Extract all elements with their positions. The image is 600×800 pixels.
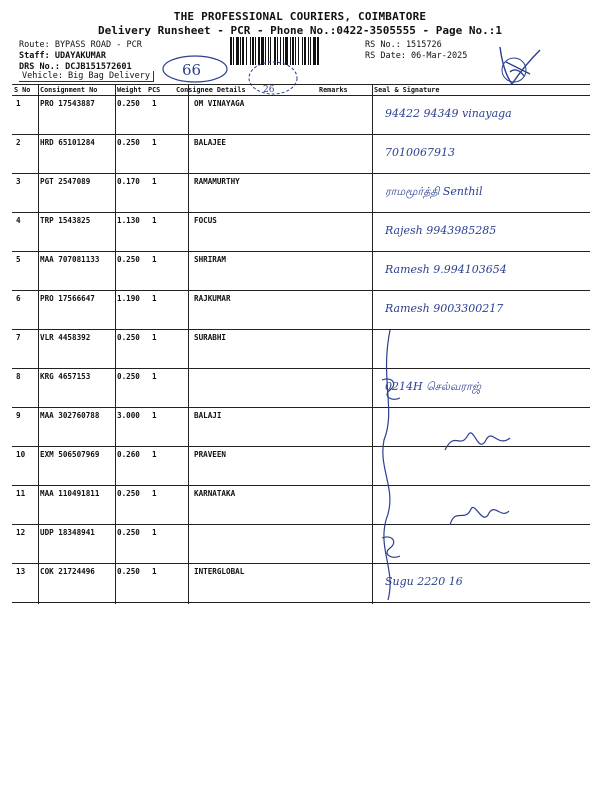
row-pcs: 1 — [152, 216, 157, 225]
row-consignment-no: HRD 65101284 — [40, 138, 95, 147]
row-consignment-no: COK 21724496 — [40, 567, 95, 576]
row-pcs: 1 — [152, 411, 157, 420]
row-divider — [12, 407, 590, 408]
row-consignment-no: MAA 302760788 — [40, 411, 100, 420]
table-row — [0, 138, 600, 176]
table-row — [0, 333, 600, 371]
row-consignee: BALAJI — [194, 411, 222, 420]
row-consignee: BALAJEE — [194, 138, 227, 147]
row-pcs: 1 — [152, 177, 157, 186]
row-signature: Ramesh 9.994103654 — [385, 263, 507, 276]
row-divider — [12, 173, 590, 174]
row-divider — [12, 563, 590, 564]
row-signature: Ramesh 9003300217 — [385, 302, 504, 315]
row-pcs: 1 — [152, 489, 157, 498]
row-signature: Rajesh 9943985285 — [385, 224, 497, 237]
col-header-pcs: PCS — [148, 86, 161, 94]
table-row — [0, 567, 600, 605]
col-header-sno: S No — [14, 86, 31, 94]
row-weight: 0.250 — [117, 567, 140, 576]
row-divider — [12, 446, 590, 447]
company-title: THE PROFESSIONAL COURIERS, COIMBATORE — [173, 10, 427, 23]
row-sno: 13 — [16, 567, 26, 576]
row-pcs: 1 — [152, 294, 157, 303]
row-divider — [12, 251, 590, 252]
table-row — [0, 411, 600, 449]
row-sno: 2 — [16, 138, 21, 147]
row-pcs: 1 — [152, 99, 157, 108]
col-header-weight: Weight — [117, 86, 142, 94]
row-consignment-no: KRG 4657153 — [40, 372, 91, 381]
table-row — [0, 528, 600, 566]
row-weight: 3.000 — [117, 411, 140, 420]
row-sno: 1 — [16, 99, 21, 108]
row-sno: 6 — [16, 294, 21, 303]
row-consignee: KARNATAKA — [194, 489, 236, 498]
row-divider — [12, 368, 590, 369]
row-consignee: PRAVEEN — [194, 450, 227, 459]
staff-line — [19, 51, 106, 61]
row-sno: 3 — [16, 177, 21, 186]
row-consignment-no: VLR 4458392 — [40, 333, 91, 342]
row-sno: 7 — [16, 333, 21, 342]
row-consignee: RAMAMURTHY — [194, 177, 240, 186]
row-sno: 9 — [16, 411, 21, 420]
row-signature: 94422 94349 vinayaga — [385, 107, 512, 120]
row-weight: 0.250 — [117, 255, 140, 264]
row-sno: 10 — [16, 450, 26, 459]
runsheet-subtitle: Delivery Runsheet - PCR - Phone No.:0422-3505555 - Page No.:1 — [98, 24, 502, 37]
row-consignment-no: PRO 17566647 — [40, 294, 95, 303]
row-pcs: 1 — [152, 255, 157, 264]
row-pcs: 1 — [152, 372, 157, 381]
staff-name: UDAYAKUMAR — [54, 51, 107, 61]
table-row — [0, 489, 600, 527]
table-row — [0, 294, 600, 332]
row-weight: 0.250 — [117, 528, 140, 537]
row-weight: 1.190 — [117, 294, 140, 303]
row-signature: 7010067913 — [385, 146, 455, 159]
table-top-rule — [12, 84, 590, 85]
table-header-rule — [12, 95, 590, 96]
row-divider — [12, 524, 590, 525]
row-sno: 5 — [16, 255, 21, 264]
row-divider — [12, 602, 590, 603]
row-pcs: 1 — [152, 567, 157, 576]
stamp-26: 26 — [263, 85, 275, 95]
row-consignee: SHRIRAM — [194, 255, 227, 264]
table-row — [0, 99, 600, 137]
row-pcs: 1 — [152, 450, 157, 459]
row-weight: 0.250 — [117, 333, 140, 342]
row-consignment-no: UDP 18348941 — [40, 528, 95, 537]
row-weight: 0.250 — [117, 489, 140, 498]
row-consignee: INTERGLOBAL — [194, 567, 245, 576]
rs-number: RS No.: 1515726 — [365, 40, 442, 50]
row-weight: 0.250 — [117, 138, 140, 147]
barcode-image — [230, 37, 358, 65]
row-divider — [12, 290, 590, 291]
handwritten-66: 66 — [182, 61, 202, 79]
row-weight: 0.250 — [117, 372, 140, 381]
row-divider — [12, 134, 590, 135]
col-header-signature: Seal & Signature — [374, 86, 440, 94]
row-weight: 1.130 — [117, 216, 140, 225]
row-pcs: 1 — [152, 138, 157, 147]
row-consignment-no: TRP 1543825 — [40, 216, 91, 225]
row-signature: 0214H செல்வராஜ் — [385, 380, 481, 393]
handwritten-circle-66 — [160, 53, 230, 85]
table-row — [0, 255, 600, 293]
row-consignment-no: EXM 506507969 — [40, 450, 100, 459]
drs-number: DCJB151572601 — [65, 62, 132, 72]
route-text: Route: BYPASS ROAD - PCR — [19, 40, 142, 50]
row-divider — [12, 329, 590, 330]
row-sno: 12 — [16, 528, 26, 537]
row-consignment-no: MAA 707081133 — [40, 255, 100, 264]
row-consignment-no: PGT 2547089 — [40, 177, 91, 186]
row-sno: 11 — [16, 489, 26, 498]
row-consignment-no: MAA 110491811 — [40, 489, 100, 498]
row-consignee: OM VINAYAGA — [194, 99, 245, 108]
row-signature: ராமமூர்த்தி Senthil — [385, 185, 483, 198]
col-header-consignee: Consignee Details — [176, 86, 246, 94]
row-consignment-no: PRO 17543887 — [40, 99, 95, 108]
rs-date: RS Date: 06-Mar-2025 — [365, 51, 468, 61]
row-weight: 0.170 — [117, 177, 140, 186]
vehicle-text: Vehicle: Big Bag Delivery — [19, 71, 154, 82]
row-sno: 8 — [16, 372, 21, 381]
drs-label: DRS No.: — [19, 62, 60, 72]
row-sno: 4 — [16, 216, 21, 225]
row-consignee: RAJKUMAR — [194, 294, 231, 303]
col-header-remarks: Remarks — [319, 86, 348, 94]
col-header-consignment: Consignment No — [40, 86, 98, 94]
row-divider — [12, 212, 590, 213]
table-row — [0, 372, 600, 410]
row-signature: Sugu 2220 16 — [385, 575, 463, 588]
table-row — [0, 450, 600, 488]
table-row — [0, 216, 600, 254]
table-row — [0, 177, 600, 215]
row-pcs: 1 — [152, 333, 157, 342]
row-consignee: FOCUS — [194, 216, 217, 225]
row-pcs: 1 — [152, 528, 157, 537]
row-weight: 0.250 — [117, 99, 140, 108]
row-divider — [12, 485, 590, 486]
staff-label: Staff: — [19, 51, 50, 61]
row-weight: 0.260 — [117, 450, 140, 459]
row-consignee: SURABHI — [194, 333, 227, 342]
